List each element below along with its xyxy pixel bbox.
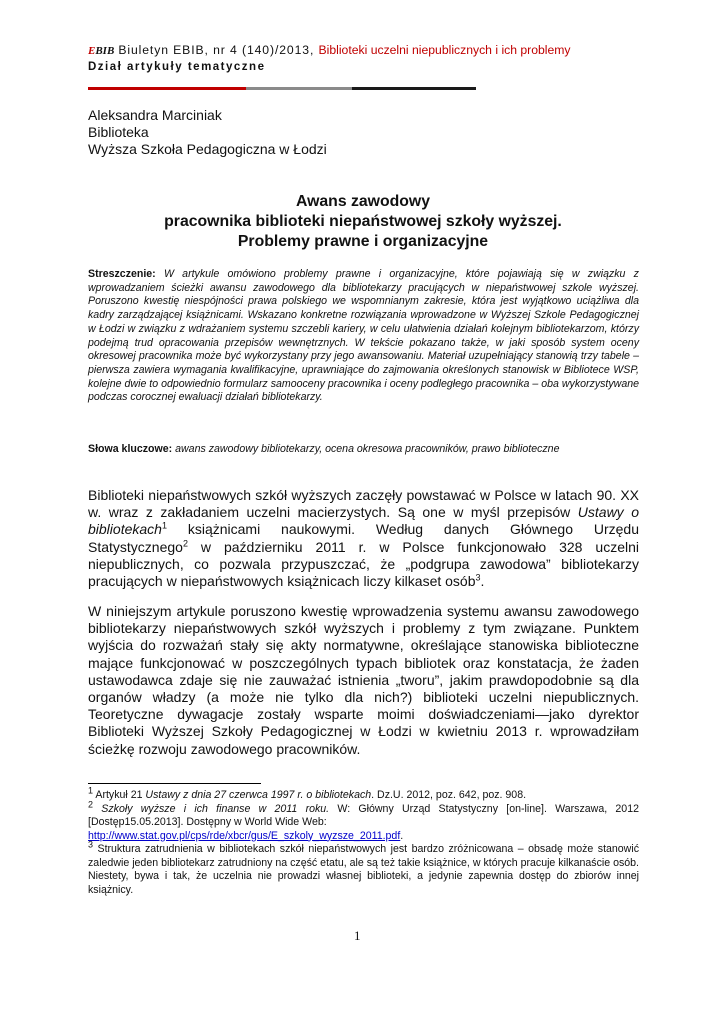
author-name: Aleksandra Marciniak xyxy=(88,107,222,123)
page-number: 1 xyxy=(354,928,361,943)
title-line-3: Problemy prawne i organizacyjne xyxy=(237,233,489,250)
footnote-2: $^2$ Szkoły wyższe i ich finanse w 2011 roku. W: Główny Urząd Statystyczny [on-line]. Warszawa, 2012 [Dostęp15.05.2013]. Dostępny w World Wide Web: http://www.stat.gov.pl/cps/rde/xbcr/gus/E_szkoly_wyzsze_2011.pdf. xyxy=(88,798,639,842)
footnote-separator xyxy=(88,783,261,784)
title-line-2: pracownika biblioteki niepaństwowej szkoły wyższej. xyxy=(164,213,562,230)
keywords xyxy=(88,443,639,457)
body-paragraph-1: Biblioteki niepaństwowych szkół wyższych zaczęły powstawać w Polsce w latach 90. XX w. wraz z zakładaniem uczelni macierzystych. Są one w myśl przepisów Ustawy o bibliotekach$^1$ książnicami naukowymi. Według danych Głównego Urzędu Statystycznego$^2$ w październiku 2011 r. w Polsce funkcjonowało 328 uczelni niepublicznych, co pozwala przypuszczać, że „podgrupa zawodowa” bibliotekarzy pracujących w niepaństwowych książnicach liczy kilkaset osób$^3$. xyxy=(88,487,639,590)
article-title xyxy=(88,192,638,252)
author-unit: Biblioteka xyxy=(88,124,149,140)
running-header xyxy=(88,43,648,75)
abstract-label: Streszczenie: xyxy=(88,268,156,280)
author-block xyxy=(88,107,327,158)
journal-name: Biuletyn EBIB, nr 4 (140)/2013, xyxy=(118,43,315,57)
footnote-3: $^3$ Struktura zatrudnienia w bibliotekach szkół niepaństwowych jest bardzo zróżnicowana – obsadę może stanowić zaledwie jeden bibliotekarz zatrudniony na część etatu, ale są też takie książnice, w których pracuje kilkanaście osób. Niestety, bywa i tak, że uczelnia nie prowadzi własnej biblioteki, a jedynie zapewnia dostęp do zbiorów innej książnicy. xyxy=(88,839,639,896)
author-institution: Wyższa Szkoła Pedagogiczna w Łodzi xyxy=(88,141,327,157)
footnote-1: $^1$ Artykuł 21 Ustawy z dnia 27 czerwca 1997 r. o bibliotekach. Dz.U. 2012, poz. 642, poz. 908. xyxy=(88,785,527,801)
abstract-text: W artykule omówiono problemy prawne i organizacyjne, które pojawiają się w związku z wprowadzaniem ścieżki awansu zawodowego dla bibliotekarzy pracujących w niepaństwowej szkole wyższej. Poruszono kwestię niespójności prawa polskiego we wspomnianym zakresie, która jest wyjątkowo uciążliwa dla kadry zarządzającej książnicami. Wskazano konkretne rozwiązania wprowadzone w Wyższej Szkole Pedagogicznej w Łodzi w związku z wdrażaniem systemu szczebli kariery, w celu ułatwienia działań kolejnym bibliotekarzom, którzy podejmą trud opracowania przepisów wewnętrznych. W tekście pokazano także, w jaki sposób system oceny okresowej pracownika może być wykorzystany przy jego awansowaniu. Materiał uzupełniający stanowią trzy tabele – pierwsza zawiera wymagania kwalifikacyjne, uprawniające do zajmowania określonych stanowisk w Bibliotece WSP, kolejne dwie to odpowiednio formularz samooceny pracownika i oceny podległego pracownika – oba wykorzystywane podczas corocznej ewaluacji działań bibliotekarzy. xyxy=(88,268,639,404)
body-paragraph-2: W niniejszym artykule poruszono kwestię wprowadzenia systemu awansu zawodowego bibliotekarzy niepaństwowych szkół wyższych i problemy z tym związane. Punktem wyjścia do rozważań stały się akty normatywne, określające stanowiska biblioteczne mające funkcjonować w poszczególnych typach bibliotek oraz konstatacja, że żaden ustawodawca zdaje się nie zauważać istnienia „tworu”, jakim prawdopodobnie są dla organów władzy (a może nie tylko dla nich?) biblioteki uczelni niepublicznych. Teoretyczne dywagacje zostały wsparte moimi doświadczeniami—jako dyrektor Biblioteki Wyższej Szkoły Pedagogicznej w Łodzi w kwietniu 2013 r. wprowadziłam ścieżkę rozwoju zawodowego pracowników. xyxy=(88,603,639,757)
footnote-ref-1[interactable]: 1 xyxy=(161,520,167,531)
ebib-logo: EBIB xyxy=(88,45,115,57)
header-rule-gray xyxy=(246,87,352,90)
header-rule-black xyxy=(352,87,476,90)
abstract xyxy=(88,268,639,405)
header-rule-red xyxy=(88,87,246,90)
footnote-ref-3[interactable]: 3 xyxy=(475,572,481,583)
keywords-text: awans zawodowy bibliotekarzy, ocena okresowa pracowników, prawo biblioteczne xyxy=(175,443,560,455)
footnote-ref-2[interactable]: 2 xyxy=(182,537,188,548)
gus-report-link[interactable]: http://www.stat.gov.pl/cps/rde/xbcr/gus/E_szkoly_wyzsze_2011.pdf xyxy=(88,829,401,842)
title-line-1: Awans zawodowy xyxy=(295,193,430,210)
header-line xyxy=(88,43,648,59)
footnotes xyxy=(88,785,639,897)
section-name: Dział artykuły tematyczne xyxy=(88,61,266,73)
keywords-label: Słowa kluczowe: xyxy=(88,443,173,455)
issue-topic: Biblioteki uczelni niepublicznych i ich problemy xyxy=(318,43,571,57)
